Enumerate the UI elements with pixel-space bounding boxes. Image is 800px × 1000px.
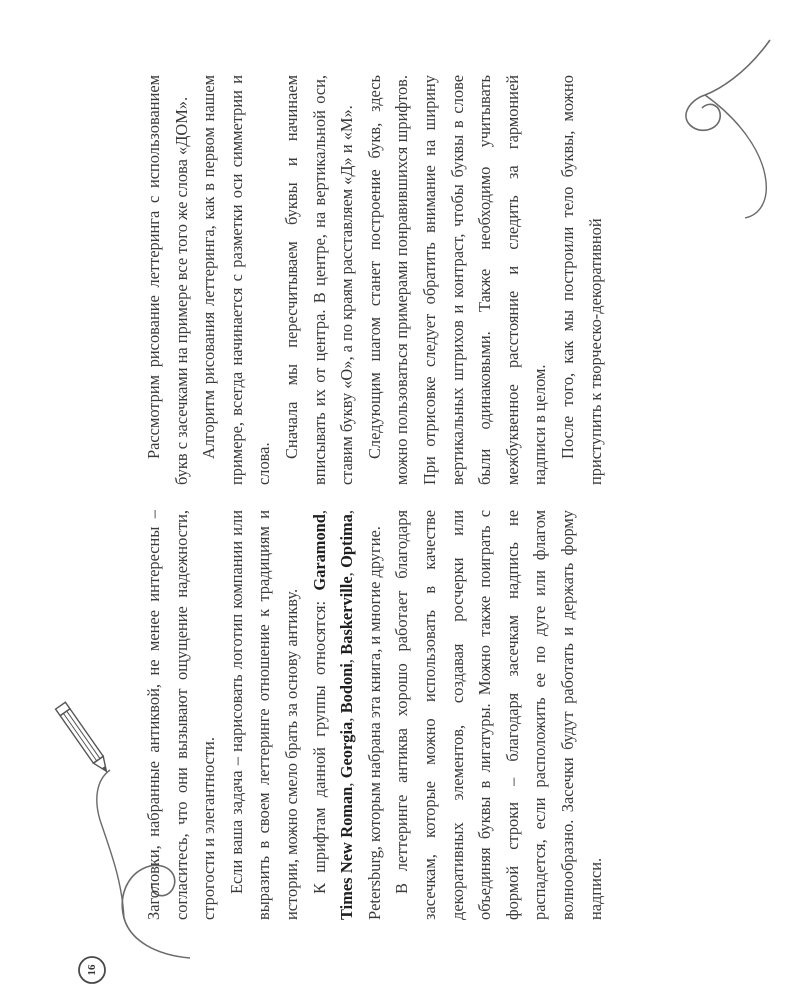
paragraph-text: Заголовки, набранные антиквой, не менее интересны – согласитесь, что они вызывают ощущение надежности, строгости и элегантности. <box>144 510 219 920</box>
bottom-flourish-tail <box>97 770 124 918</box>
left-text-column <box>140 510 700 920</box>
rotated-text-page <box>140 60 700 940</box>
paragraph-text: Следующим шагом станет построение букв, здесь можно пользоваться примерами понравившихся шрифтов. При отрисовке следует обратить внимание на ширину вертикальных штрихов и контраст, чтобы буквы в слове были одинаковыми. Также необходимо учитывать межбуквенное расстояние и следить за гармонией надписи в целом. <box>364 75 550 485</box>
paragraph <box>140 510 223 920</box>
top-flourish-tail <box>705 95 766 218</box>
paragraph <box>361 75 554 485</box>
font-name: Bodoni <box>337 663 357 714</box>
paragraph-text: Сначала мы пересчитываем буквы и начинаем вписывать их от центра. В центре, на вертикальной оси, ставим букву «О», а по краям расставляем «Д» и «М». <box>281 75 357 485</box>
paragraph <box>278 75 361 485</box>
paragraph-text: Алгоритм рисования леттеринга, как в первом нашем примере, всегда начинается с разметки оси симметрии и слова. <box>199 75 274 485</box>
paragraph <box>554 75 609 485</box>
paragraph-font-list: К шрифтам данной группы относятся: Garamond, Times New Roman, Georgia, Bodoni, Baskerville, Optima, Petersburg, которым набрана эта книга, и многие другие. <box>309 510 384 920</box>
paragraph <box>140 75 195 485</box>
right-text-column <box>140 75 700 485</box>
paragraph-text: К шрифтам данной группы относятся: <box>309 600 329 894</box>
paragraph <box>195 75 278 485</box>
font-name: Georgia <box>337 721 357 779</box>
paragraph-text: Рассмотрим рисование леттеринга с использованием букв с засечками на примере все того же слова «ДОМ». <box>144 75 191 485</box>
paragraph-text: , Petersburg, которым набрана эта книга, и многие другие. <box>337 510 384 920</box>
font-name: Baskerville <box>337 576 357 655</box>
font-name: Times New Roman <box>337 786 357 920</box>
paragraph-text: В леттеринге антиква хорошо работает благодаря засечкам, которые можно использовать в качестве декоративных элементов, создавая росчерки или объединяя буквы в лигатуры. Можно также поиграть с формой строки – благодаря засечкам надпись не распадется, если расположить ее по дуге или флагом волнообразно. Засечки будут работать и держать форму надписи. <box>392 510 605 920</box>
pencil-icon <box>56 702 112 774</box>
paragraph <box>388 510 609 920</box>
paragraph <box>223 510 306 920</box>
paragraph-text: После того, как мы построили тело буквы, можно приступить к творческо-декоративной <box>557 75 605 485</box>
font-name: Garamond <box>309 514 329 591</box>
page-number: 16 <box>86 964 98 976</box>
paragraph-text: Если ваша задача – нарисовать логотип компании или выразить в своем леттеринге отношение к традициям и истории, можно смело брать за основу антикву. <box>226 510 301 920</box>
font-name: Optima <box>337 514 357 568</box>
